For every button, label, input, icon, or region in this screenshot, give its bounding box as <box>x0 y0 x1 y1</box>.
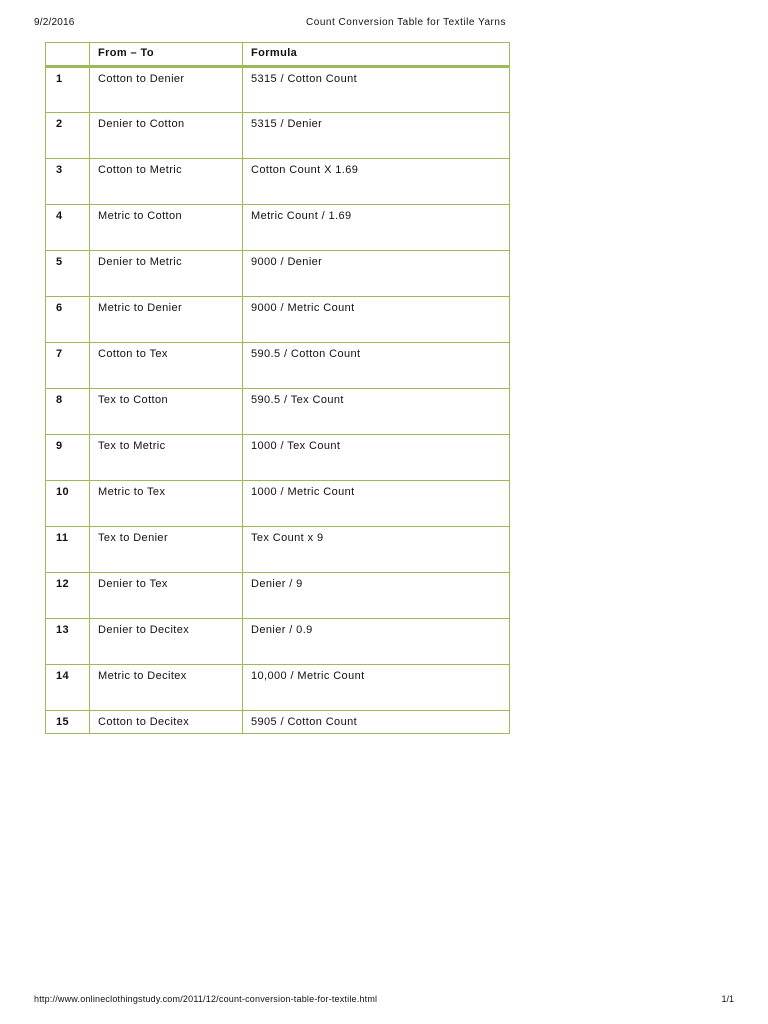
row-formula: 590.5 / Cotton Count <box>243 343 510 389</box>
row-number: 15 <box>46 711 90 734</box>
row-from-to: Denier to Tex <box>90 573 243 619</box>
row-formula: 5905 / Cotton Count <box>243 711 510 734</box>
row-formula: 10,000 / Metric Count <box>243 665 510 711</box>
row-from-to: Metric to Denier <box>90 297 243 343</box>
row-number: 7 <box>46 343 90 389</box>
document-title: Count Conversion Table for Textile Yarns <box>306 17 506 28</box>
row-formula: Denier / 0.9 <box>243 619 510 665</box>
row-formula: Cotton Count X 1.69 <box>243 159 510 205</box>
table-row <box>46 205 510 251</box>
column-header-from-to: From – To <box>90 43 243 67</box>
row-from-to: Denier to Decitex <box>90 619 243 665</box>
table-row <box>46 297 510 343</box>
table-row <box>46 619 510 665</box>
row-formula: 9000 / Metric Count <box>243 297 510 343</box>
row-formula: Metric Count / 1.69 <box>243 205 510 251</box>
row-formula: 1000 / Tex Count <box>243 435 510 481</box>
row-from-to: Denier to Metric <box>90 251 243 297</box>
row-formula: 590.5 / Tex Count <box>243 389 510 435</box>
print-date: 9/2/2016 <box>34 17 75 28</box>
table-row <box>46 665 510 711</box>
row-formula: Tex Count x 9 <box>243 527 510 573</box>
row-from-to: Cotton to Decitex <box>90 711 243 734</box>
row-from-to: Metric to Cotton <box>90 205 243 251</box>
row-formula: 5315 / Denier <box>243 113 510 159</box>
row-number: 12 <box>46 573 90 619</box>
column-header-formula: Formula <box>243 43 510 67</box>
row-number: 11 <box>46 527 90 573</box>
table-row <box>46 435 510 481</box>
row-from-to: Cotton to Tex <box>90 343 243 389</box>
table-row <box>46 113 510 159</box>
row-formula: 1000 / Metric Count <box>243 481 510 527</box>
table-row <box>46 159 510 205</box>
row-from-to: Tex to Cotton <box>90 389 243 435</box>
row-number: 10 <box>46 481 90 527</box>
row-number: 8 <box>46 389 90 435</box>
row-from-to: Denier to Cotton <box>90 113 243 159</box>
row-from-to: Metric to Decitex <box>90 665 243 711</box>
row-from-to: Tex to Metric <box>90 435 243 481</box>
table-row <box>46 527 510 573</box>
table-row <box>46 573 510 619</box>
table-row <box>46 711 510 734</box>
row-number: 5 <box>46 251 90 297</box>
row-number: 4 <box>46 205 90 251</box>
column-header-number <box>46 43 90 67</box>
row-number: 1 <box>46 67 90 113</box>
row-from-to: Metric to Tex <box>90 481 243 527</box>
table-row <box>46 67 510 113</box>
row-formula: Denier / 9 <box>243 573 510 619</box>
row-number: 9 <box>46 435 90 481</box>
table-row <box>46 481 510 527</box>
source-url: http://www.onlineclothingstudy.com/2011/12/count-conversion-table-for-textile.html <box>34 994 378 1004</box>
row-from-to: Tex to Denier <box>90 527 243 573</box>
page-number: 1/1 <box>721 994 734 1004</box>
row-from-to: Cotton to Denier <box>90 67 243 113</box>
row-formula: 5315 / Cotton Count <box>243 67 510 113</box>
table-row <box>46 251 510 297</box>
conversion-table <box>45 42 510 734</box>
table-row <box>46 389 510 435</box>
table-header-row <box>46 43 510 67</box>
row-number: 3 <box>46 159 90 205</box>
row-number: 2 <box>46 113 90 159</box>
table-row <box>46 343 510 389</box>
row-number: 14 <box>46 665 90 711</box>
row-number: 6 <box>46 297 90 343</box>
row-from-to: Cotton to Metric <box>90 159 243 205</box>
row-formula: 9000 / Denier <box>243 251 510 297</box>
row-number: 13 <box>46 619 90 665</box>
